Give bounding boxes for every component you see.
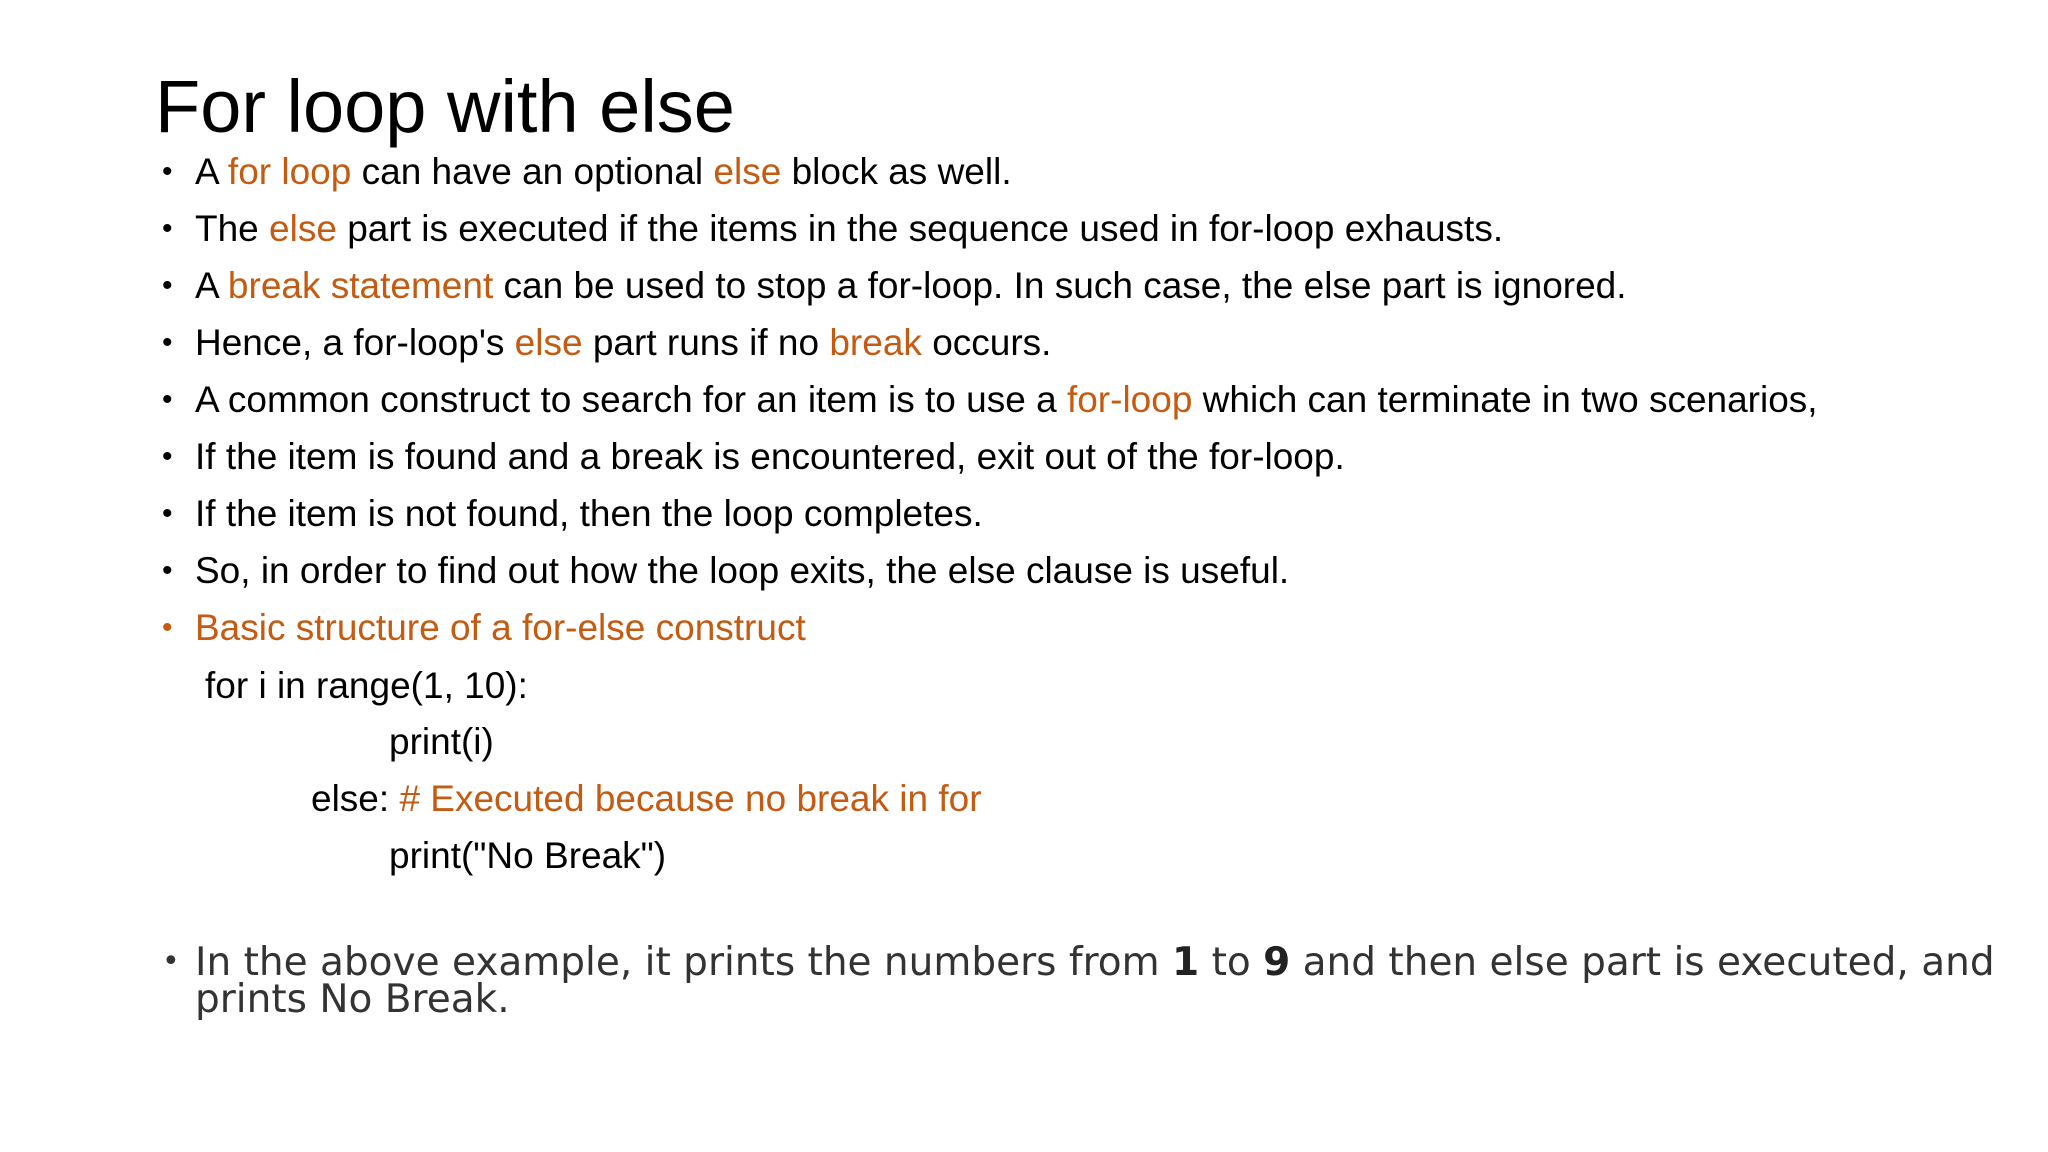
bullet-text: can have an optional (351, 151, 714, 192)
bullet-item-3 (162, 264, 1627, 308)
bullet-text: Hence, a for-loop's (195, 322, 515, 363)
highlight-text: break statement (227, 265, 494, 306)
bullet-text: The (195, 208, 270, 249)
bullet-text: part runs if no (582, 322, 830, 363)
bullet-item-4 (162, 321, 1052, 365)
highlight-text: for-loop (1066, 379, 1193, 420)
bullet-text: If the item is not found, then the loop completes. (195, 493, 983, 534)
summary-number: 9 (1263, 940, 1291, 985)
bullet-text: So, in order to find out how the loop exits, the else clause is useful. (195, 550, 1290, 591)
highlight-text: break (829, 322, 922, 363)
bullet-item-6 (162, 435, 1345, 479)
bullet-icon: • (162, 155, 173, 188)
bullet-text: block as well. (781, 151, 1012, 192)
bullet-text: part is executed if the items in the sequence used in for-loop exhausts. (336, 208, 1504, 249)
highlight-text: Basic structure of a for-else construct (195, 607, 806, 648)
code-line-1: for i in range(1, 10): (205, 665, 528, 706)
bullet-item-8 (162, 549, 1290, 593)
highlight-text: else (713, 151, 782, 192)
bullet-item-5 (162, 378, 1818, 422)
highlight-text: else (269, 208, 337, 249)
bullet-icon: • (162, 554, 173, 587)
bullet-item-7 (162, 492, 983, 536)
slide-title: For loop with else (155, 65, 735, 148)
bullet-icon: • (162, 497, 173, 530)
bullet-text: If the item is found and a break is encountered, exit out of the for-loop. (195, 436, 1345, 477)
bullet-icon: • (162, 326, 173, 359)
bullet-icon: • (162, 611, 173, 644)
code-line-2: print(i) (389, 721, 494, 762)
bullet-icon: • (162, 440, 173, 473)
bullet-text: A common construct to search for an item is to use a (195, 379, 1067, 420)
bullet-icon: • (162, 944, 180, 979)
summary-bullet (162, 940, 2015, 1022)
bullet-text: occurs. (921, 322, 1052, 363)
bullet-item-2 (162, 207, 1504, 251)
bullet-icon: • (162, 212, 173, 245)
summary-text: to (1199, 940, 1264, 985)
bullet-text: which can terminate in two scenarios, (1192, 379, 1818, 420)
bullet-item-9 (162, 606, 806, 650)
code-keyword: else: (311, 778, 400, 819)
bullet-icon: • (162, 269, 173, 302)
code-line-3 (311, 777, 982, 821)
bullet-icon: • (162, 383, 173, 416)
bullet-text: can be used to stop a for-loop. In such case, the else part is ignored. (493, 265, 1627, 306)
code-line-4: print("No Break") (389, 835, 667, 876)
summary-text: and then else part is executed, and prints No Break. (195, 940, 1995, 1022)
summary-text: In the above example, it prints the numbers from (195, 940, 1173, 985)
code-comment: # Executed because no break in for (399, 778, 982, 819)
highlight-text: else (514, 322, 583, 363)
bullet-text: A (195, 151, 228, 192)
bullet-item-1 (162, 150, 1012, 194)
highlight-text: for loop (227, 151, 352, 192)
bullet-text: A (195, 265, 228, 306)
summary-number: 1 (1172, 940, 1200, 985)
